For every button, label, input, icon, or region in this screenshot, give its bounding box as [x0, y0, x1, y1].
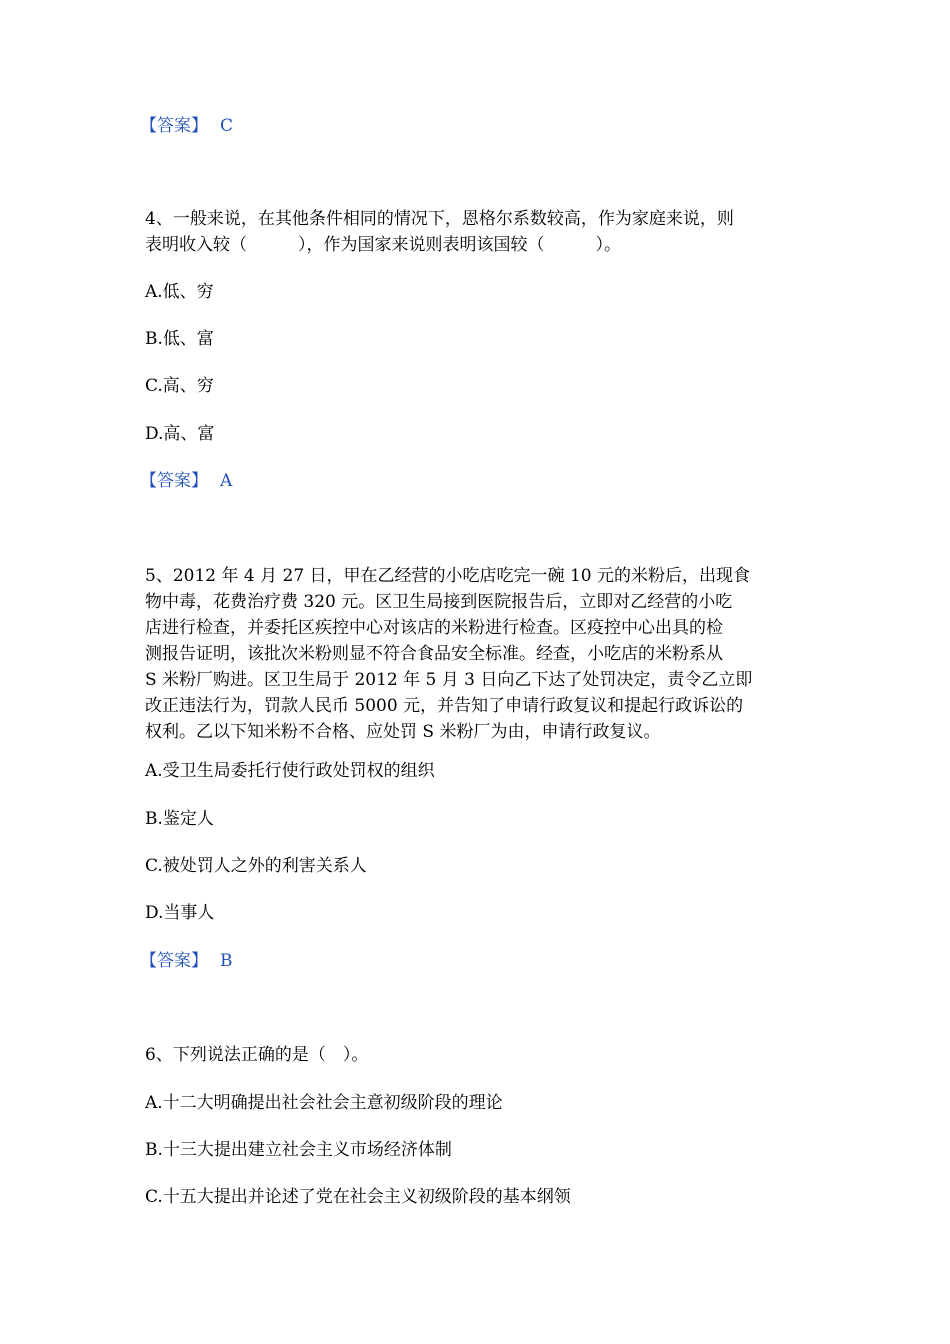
question-line: 店进行检查，并委托区疾控中心对该店的米粉进行检查。区疫控中心出具的检: [145, 618, 723, 638]
answer-value: C: [220, 116, 234, 136]
option-5d: D.当事人: [145, 903, 215, 923]
question-line: 4、一般来说，在其他条件相同的情况下，恩格尔系数较高，作为家庭来说，则: [145, 209, 734, 229]
option-4b: B.低、富: [145, 329, 214, 349]
option-6c: C.十五大提出并论述了党在社会主义初级阶段的基本纲领: [145, 1187, 571, 1207]
question-6-stem: 6、下列说法正确的是（ ）。: [145, 1045, 369, 1065]
answer-value: B: [220, 951, 233, 971]
option-6b: B.十三大提出建立社会主义市场经济体制: [145, 1140, 452, 1160]
question-line: 表明收入较（ ），作为国家来说则表明该国较（ ）。: [145, 235, 621, 255]
question-line: S 米粉厂购进。区卫生局于 2012 年 5 月 3 日向乙下达了处罚决定，责令乙立即: [145, 670, 753, 690]
option-5b: B.鉴定人: [145, 809, 214, 829]
answer-value: A: [220, 471, 233, 491]
option-5a: A.受卫生局委托行使行政处罚权的组织: [145, 761, 435, 781]
answer-q3: [140, 113, 233, 139]
answer-label: 【答案】: [140, 471, 208, 491]
option-5c: C.被处罚人之外的利害关系人: [145, 856, 367, 876]
answer-q5: [140, 948, 233, 974]
answer-label: 【答案】: [140, 951, 208, 971]
question-5-stem: [145, 563, 807, 745]
option-4a: A.低、穷: [145, 282, 214, 302]
question-line: 物中毒，花费治疗费 320 元。区卫生局接到医院报告后，立即对乙经营的小吃: [145, 592, 733, 612]
question-line: 5、2012 年 4 月 27 日，甲在乙经营的小吃店吃完一碗 10 元的米粉后，出现食: [145, 566, 750, 586]
option-4c: C.高、穷: [145, 376, 214, 396]
question-4-stem: [145, 206, 807, 258]
question-line: 改正违法行为，罚款人民币 5000 元，并告知了申请行政复议和提起行政诉讼的: [145, 696, 744, 716]
answer-label: 【答案】: [140, 116, 208, 136]
answer-q4: [140, 468, 232, 494]
option-4d: D.高、富: [145, 424, 215, 444]
question-line: 测报告证明，该批次米粉则显不符合食品安全标准。经查，小吃店的米粉系从: [145, 644, 723, 664]
question-line: 权利。乙以下知米粉不合格、应处罚 S 米粉厂为由，申请行政复议。: [145, 722, 661, 742]
option-6a: A.十二大明确提出社会社会主意初级阶段的理论: [145, 1093, 503, 1113]
